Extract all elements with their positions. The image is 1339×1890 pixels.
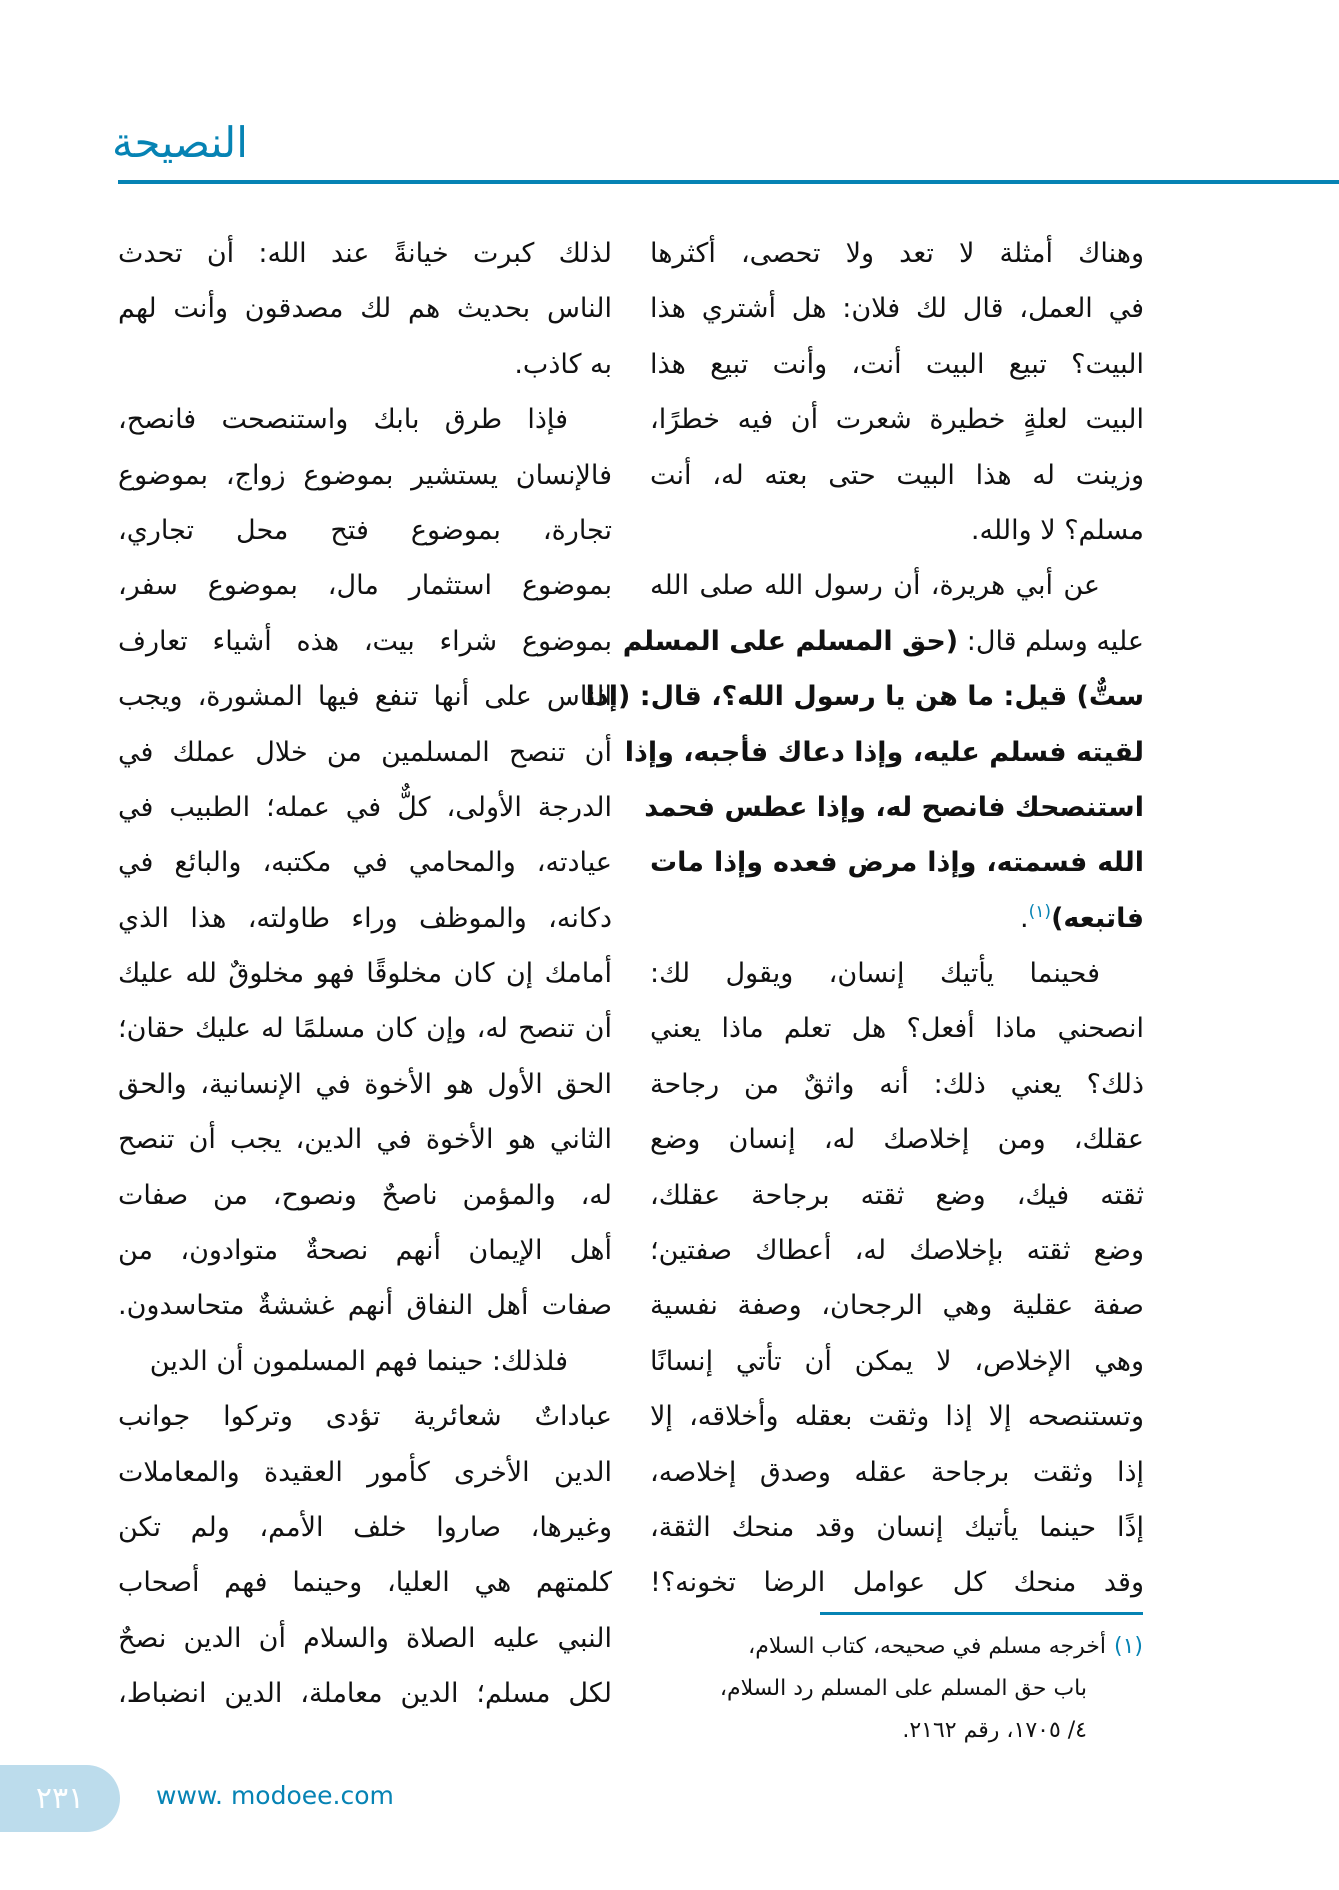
text-line bbox=[118, 835, 612, 890]
text-line bbox=[118, 614, 612, 669]
right-text-column bbox=[585, 226, 1144, 1611]
text-line bbox=[118, 1445, 612, 1500]
text-segment: البيت لعلةٍ خطيرة شعرت أن فيه خطرًا، bbox=[650, 404, 1144, 436]
header-rule bbox=[118, 180, 1339, 184]
footnote-reference[interactable]: (١) bbox=[1028, 901, 1052, 922]
hadith-text: ستٌّ) قيل: ما هن يا رسول الله؟، قال: (إذا bbox=[585, 681, 1144, 713]
text-line bbox=[118, 946, 612, 1001]
text-line bbox=[650, 1334, 1144, 1389]
text-segment: عقلك، ومن إخلاصك له، إنسان وضع bbox=[650, 1124, 1144, 1156]
text-line bbox=[118, 1223, 612, 1278]
text-segment: وقد منحك كل عوامل الرضا تخونه؟! bbox=[650, 1567, 1144, 1599]
text-segment: وتستنصحه إلا إذا وثقت بعقله وأخلاقه، إلا bbox=[650, 1401, 1144, 1433]
text-segment: الدرجة الأولى، كلٌّ في عمله؛ الطبيب في bbox=[118, 791, 612, 823]
text-line bbox=[118, 1500, 612, 1555]
text-segment: إذا وثقت برجاحة عقله وصدق إخلاصه، bbox=[650, 1456, 1144, 1488]
hadith-text: (حق المسلم على المسلم bbox=[622, 625, 959, 657]
text-line bbox=[118, 1334, 612, 1389]
text-line bbox=[118, 1666, 612, 1721]
footnote-separator bbox=[820, 1612, 1143, 1615]
text-line bbox=[650, 1555, 1144, 1610]
text-line bbox=[650, 946, 1144, 1001]
text-line bbox=[650, 281, 1144, 336]
text-segment: لذلك كبرت خيانةً عند الله: أن تحدث bbox=[118, 238, 612, 269]
website-url[interactable]: www. modoee.com bbox=[156, 1781, 394, 1810]
text-segment: لكل مسلم؛ الدين معاملة، الدين انضباط، bbox=[118, 1678, 612, 1710]
text-line bbox=[118, 780, 612, 835]
text-segment: بموضوع استثمار مال، بموضوع سفر، bbox=[118, 570, 612, 602]
text-segment: فالإنسان يستشير بموضوع زواج، بموضوع bbox=[118, 459, 612, 491]
text-line bbox=[585, 669, 1144, 724]
text-segment: الثاني هو الأخوة في الدين، يجب أن تنصح bbox=[118, 1124, 612, 1156]
text-segment: مسلم؟ لا والله. bbox=[970, 514, 1144, 546]
text-segment: كلمتهم هي العليا، وحينما فهم أصحاب bbox=[118, 1567, 612, 1599]
text-line bbox=[118, 1168, 612, 1223]
text-line bbox=[118, 669, 612, 724]
text-segment: عيادته، والمحامي في مكتبه، والبائع في bbox=[118, 847, 612, 879]
footnote-line-3: ٤/ ١٧٠٥، رقم ٢١٦٢. bbox=[902, 1718, 1087, 1743]
text-segment: أن تنصح له، وإن كان مسلمًا له عليك حقان؛ bbox=[118, 1013, 612, 1045]
text-line bbox=[650, 1278, 1144, 1333]
text-line bbox=[118, 1611, 612, 1666]
left-text-column bbox=[118, 226, 612, 1722]
text-segment: صفة عقلية وهي الرجحان، وصفة نفسية bbox=[650, 1290, 1144, 1322]
text-line bbox=[118, 392, 612, 447]
text-segment: عباداتٌ شعائرية تؤدى وتركوا جوانب bbox=[118, 1401, 612, 1433]
text-segment: أن تنصح المسلمين من خلال عملك في bbox=[118, 736, 612, 768]
text-segment: فإذا طرق بابك واستنصحت فانصح، bbox=[118, 404, 568, 436]
text-line bbox=[118, 1001, 612, 1056]
text-line bbox=[650, 392, 1144, 447]
page-number-badge: ٢٣١ bbox=[0, 1765, 120, 1832]
text-line bbox=[650, 891, 1144, 946]
text-line bbox=[118, 503, 612, 558]
text-line bbox=[650, 1112, 1144, 1167]
text-segment: أهل الإيمان أنهم نصحةٌ متوادون، من bbox=[118, 1235, 612, 1267]
text-line bbox=[118, 558, 612, 613]
text-segment: الناس بحديث هم لك مصدقون وأنت لهم bbox=[118, 293, 612, 325]
text-line bbox=[650, 1445, 1144, 1500]
text-segment: الدين الأخرى كأمور العقيدة والمعاملات bbox=[118, 1456, 612, 1488]
footnote-line-1: أخرجه مسلم في صحيحه، كتاب السلام، bbox=[748, 1634, 1106, 1659]
text-line bbox=[118, 725, 612, 780]
chapter-title: النصيحة bbox=[112, 118, 248, 167]
text-line bbox=[650, 1223, 1144, 1278]
text-segment: وغيرها، صاروا خلف الأمم، ولم تكن bbox=[118, 1511, 612, 1543]
text-segment: بموضوع شراء بيت، هذه أشياء تعارف bbox=[118, 625, 612, 657]
text-segment: انصحني ماذا أفعل؟ هل تعلم ماذا يعني bbox=[650, 1013, 1144, 1045]
punctuation: . bbox=[1020, 902, 1029, 934]
text-line bbox=[650, 1168, 1144, 1223]
hadith-text: لقيته فسلم عليه، وإذا دعاك فأجبه، وإذا bbox=[624, 736, 1144, 768]
text-segment: الحق الأول هو الأخوة في الإنسانية، والحق bbox=[118, 1068, 612, 1100]
text-segment: وهناك أمثلة لا تعد ولا تحصى، أكثرها bbox=[650, 238, 1144, 269]
text-segment: عليه وسلم قال: bbox=[958, 625, 1144, 657]
text-line bbox=[118, 226, 612, 281]
text-segment: فحينما يأتيك إنسان، ويقول لك: bbox=[650, 958, 1100, 990]
text-segment: ذلك؟ يعني ذلك: أنه واثقٌ من رجاحة bbox=[650, 1068, 1144, 1100]
text-line bbox=[650, 448, 1144, 503]
text-line bbox=[650, 337, 1144, 392]
text-line bbox=[118, 1389, 612, 1444]
text-line bbox=[650, 835, 1144, 890]
text-line bbox=[118, 281, 612, 336]
text-line bbox=[118, 337, 612, 392]
text-segment: وضع ثقته بإخلاصك له، أعطاك صفتين؛ bbox=[650, 1235, 1144, 1267]
text-line bbox=[650, 1001, 1144, 1056]
text-line bbox=[118, 1057, 612, 1112]
text-line bbox=[118, 1112, 612, 1167]
text-line bbox=[650, 1389, 1144, 1444]
text-line bbox=[650, 503, 1144, 558]
text-line bbox=[624, 725, 1144, 780]
text-segment: له، والمؤمن ناصحٌ ونصوح، من صفات bbox=[118, 1179, 612, 1211]
text-segment: أمامك إن كان مخلوقًا فهو مخلوقٌ لله عليك bbox=[118, 958, 612, 990]
hadith-text: الله فسمته، وإذا مرض فعده وإذا مات bbox=[650, 847, 1144, 879]
text-segment: البيت؟ تبيع البيت أنت، وأنت تبيع هذا bbox=[650, 348, 1144, 380]
footnote-line-2: باب حق المسلم على المسلم رد السلام، bbox=[719, 1676, 1087, 1701]
text-segment: فلذلك: حينما فهم المسلمون أن الدين bbox=[149, 1345, 568, 1377]
text-line bbox=[118, 448, 612, 503]
text-segment: الناس على أنها تنفع فيها المشورة، ويجب bbox=[118, 681, 612, 713]
text-segment: دكانه، والموظف وراء طاولته، هذا الذي bbox=[118, 902, 612, 934]
text-segment: ثقته فيك، وضع ثقته برجاحة عقلك، bbox=[650, 1179, 1144, 1211]
text-segment: النبي عليه الصلاة والسلام أن الدين نصحٌ bbox=[118, 1622, 612, 1654]
text-line bbox=[650, 1500, 1144, 1555]
text-line bbox=[118, 1555, 612, 1610]
footnote-number: (١) bbox=[1113, 1634, 1143, 1659]
text-line bbox=[622, 614, 1144, 669]
text-line bbox=[118, 891, 612, 946]
text-line bbox=[650, 558, 1144, 613]
text-line bbox=[644, 780, 1144, 835]
text-segment: به كاذب. bbox=[514, 348, 612, 380]
text-segment: وزينت له هذا البيت حتى بعته له، أنت bbox=[650, 459, 1144, 491]
footnote bbox=[650, 1626, 1143, 1752]
text-segment: وهي الإخلاص، لا يمكن أن تأتي إنسانًا bbox=[650, 1345, 1144, 1377]
hadith-text: فاتبعه) bbox=[1051, 902, 1144, 934]
text-line bbox=[650, 1057, 1144, 1112]
text-segment: عن أبي هريرة، أن رسول الله صلى الله bbox=[650, 570, 1100, 602]
text-line bbox=[118, 1278, 612, 1333]
text-line bbox=[650, 226, 1144, 281]
hadith-text: استنصحك فانصح له، وإذا عطس فحمد bbox=[644, 791, 1144, 823]
text-segment: صفات أهل النفاق أنهم غششةٌ متحاسدون. bbox=[118, 1290, 612, 1322]
text-segment: في العمل، قال لك فلان: هل أشتري هذا bbox=[650, 293, 1144, 325]
text-segment: إذًا حينما يأتيك إنسان وقد منحك الثقة، bbox=[650, 1511, 1144, 1543]
text-segment: تجارة، بموضوع فتح محل تجاري، bbox=[118, 514, 612, 546]
